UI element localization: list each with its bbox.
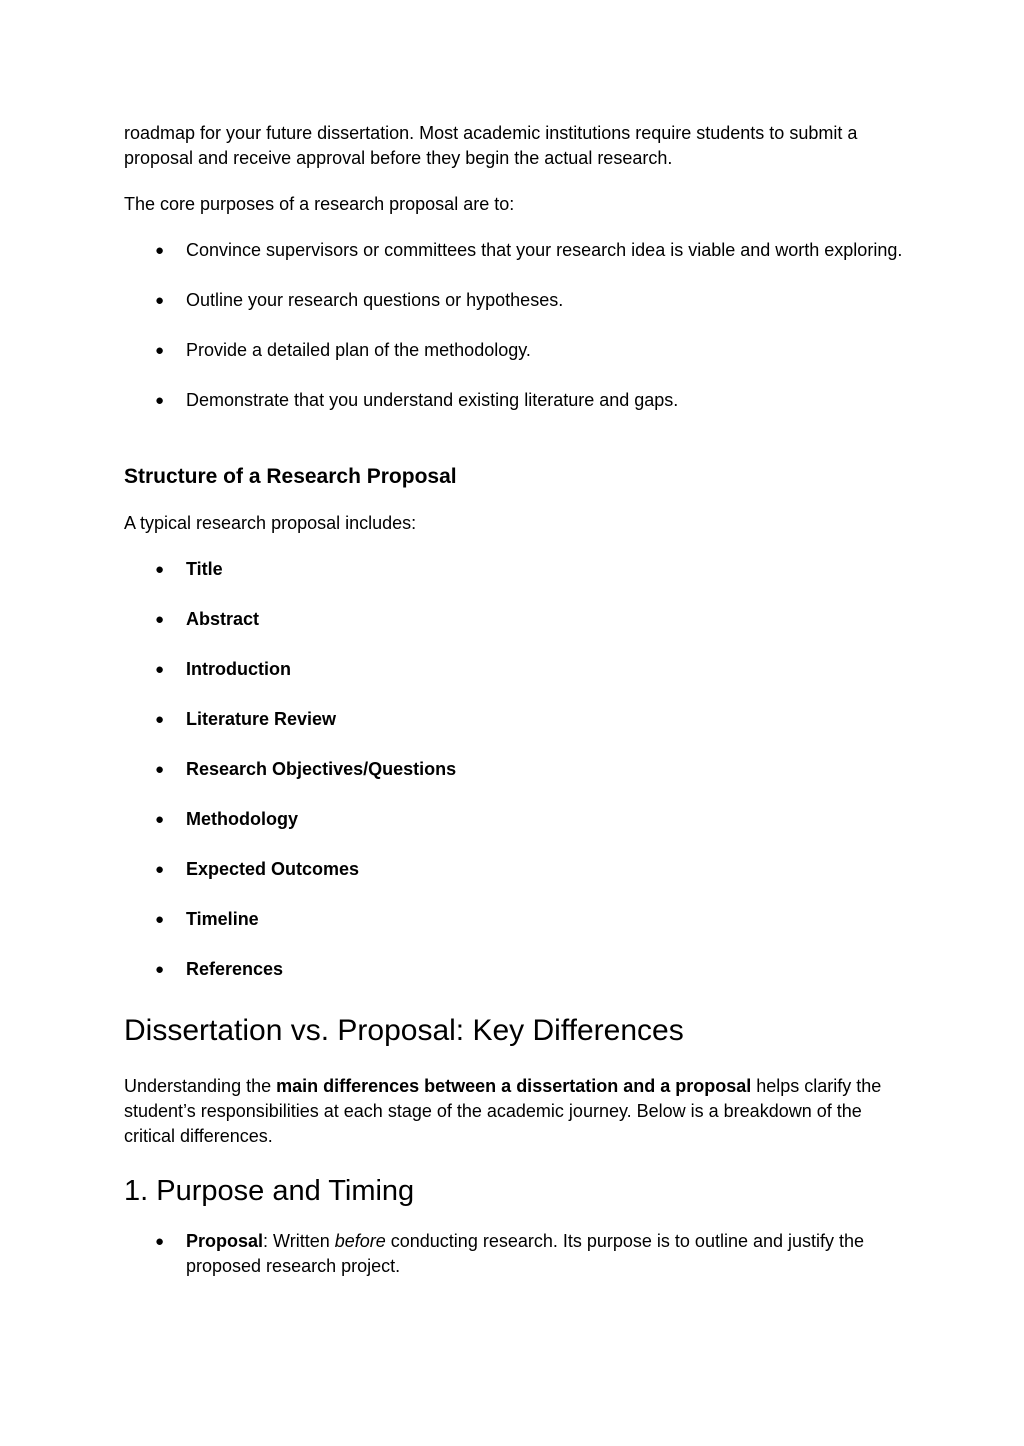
bullet-icon: ●: [155, 861, 165, 878]
list-item: [124, 857, 914, 882]
bullet-icon: ●: [155, 711, 165, 728]
list-item: [124, 607, 914, 632]
list-item: [124, 807, 914, 832]
list-item-text: Timeline: [186, 909, 259, 929]
list-item-text: Abstract: [186, 609, 260, 629]
structure-lead: A typical research proposal includes:: [124, 513, 417, 533]
bullet-icon: ●: [155, 292, 165, 309]
understanding-paragraph: [124, 1074, 914, 1149]
list-item-text: References: [186, 959, 284, 979]
list-item-text: Outline your research questions or hypotheses.: [186, 290, 564, 310]
bullet-icon: ●: [155, 611, 165, 628]
list-item-text: Provide a detailed plan of the methodology.: [186, 340, 531, 360]
understanding-text-end: helps clarify the student’s responsibilities at each stage of the academic journey. Below is a breakdown of the critical differences.: [124, 1076, 882, 1146]
purposes-list: [124, 238, 914, 413]
bullet-icon: ●: [155, 761, 165, 778]
list-item: [124, 388, 914, 413]
bullet-icon: ●: [155, 811, 165, 828]
list-item: [124, 557, 914, 582]
timing-list: [124, 1229, 914, 1279]
timing-heading: 1. Purpose and Timing: [124, 1175, 415, 1207]
list-item: [124, 238, 914, 263]
list-item: [124, 707, 914, 732]
list-item-text: Demonstrate that you understand existing literature and gaps.: [186, 390, 679, 410]
structure-heading: Structure of a Research Proposal: [124, 465, 457, 488]
list-item: [124, 957, 914, 982]
structure-list: [124, 557, 914, 982]
list-item: [124, 1229, 914, 1279]
bullet-icon: ●: [155, 1233, 165, 1250]
timing-item-italic: before: [334, 1231, 386, 1251]
timing-item-label: Proposal: [186, 1231, 264, 1251]
list-item-text: Introduction: [186, 659, 291, 679]
intro-paragraph: roadmap for your future dissertation. Most academic institutions require students to submit a proposal and receive approval before they begin the actual research.: [124, 123, 858, 168]
list-item-text: Research Objectives/Questions: [186, 759, 457, 779]
list-item-text: Title: [186, 559, 223, 579]
timing-item-text-after: conducting research. Its purpose is to outline and justify the proposed research project.: [186, 1231, 865, 1276]
list-item: [124, 338, 914, 363]
understanding-bold-text: main differences between a dissertation and a proposal: [276, 1076, 752, 1096]
differences-heading: Dissertation vs. Proposal: Key Differences: [124, 1014, 684, 1047]
list-item-text: Literature Review: [186, 709, 337, 729]
bullet-icon: ●: [155, 661, 165, 678]
bullet-icon: ●: [155, 342, 165, 359]
document-page: [124, 121, 914, 1279]
bullet-icon: ●: [155, 242, 165, 259]
list-item: [124, 288, 914, 313]
bullet-icon: ●: [155, 561, 165, 578]
list-item: [124, 907, 914, 932]
bullet-icon: ●: [155, 392, 165, 409]
timing-item-text-before: : Written: [263, 1231, 335, 1251]
list-item: [124, 757, 914, 782]
understanding-text-start: Understanding the: [124, 1076, 277, 1096]
purposes-lead: The core purposes of a research proposal are to:: [124, 194, 515, 214]
bullet-icon: ●: [155, 911, 165, 928]
list-item: [124, 657, 914, 682]
list-item-text: Methodology: [186, 809, 298, 829]
list-item-text: Expected Outcomes: [186, 859, 360, 879]
bullet-icon: ●: [155, 961, 165, 978]
list-item-text: Convince supervisors or committees that your research idea is viable and worth exploring.: [186, 240, 903, 260]
